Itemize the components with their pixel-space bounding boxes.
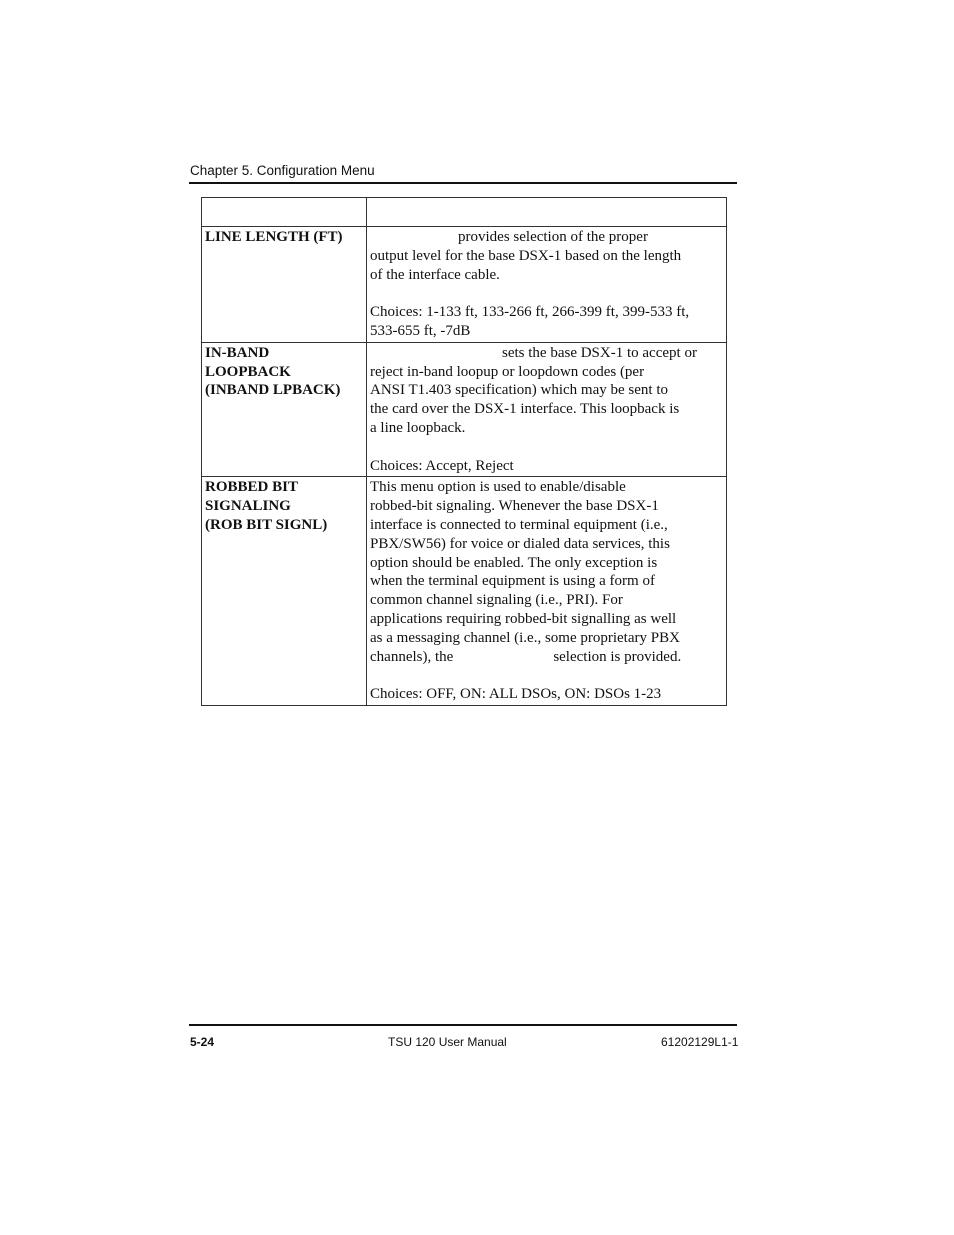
param-name: IN-BAND <box>205 344 270 361</box>
header-cell-description <box>367 198 727 227</box>
choices-text: Choices: OFF, ON: ALL DSOs, ON: DSOs 1-23 <box>370 686 662 703</box>
description-text: This menu option is used to enable/disable <box>370 479 626 496</box>
description-text: option should be enabled. The only exception is <box>370 554 658 571</box>
table-header-row <box>202 198 727 227</box>
description-text: selection is provided. <box>553 648 682 665</box>
description-text: common channel signaling (i.e., PRI). For <box>370 592 623 609</box>
description-text: the card over the DSX-1 interface. This loopback is <box>370 401 680 418</box>
description-text: channels), the <box>370 648 454 665</box>
param-cell <box>202 227 367 343</box>
table-row <box>202 227 727 343</box>
description-text: interface is connected to terminal equipment (i.e., <box>370 516 668 533</box>
description-cell <box>367 227 727 343</box>
param-name: SIGNALING <box>205 498 291 515</box>
choices-text: 533-655 ft, -7dB <box>370 322 471 339</box>
choices-text: Choices: 1-133 ft, 133-266 ft, 266-399 ft, 399-533 ft, <box>370 304 690 321</box>
param-name: ROBBED BIT <box>205 479 298 496</box>
table-row <box>202 342 727 477</box>
description-text: provides selection of the proper <box>458 229 648 245</box>
description-text: output level for the base DSX-1 based on the length <box>370 247 682 264</box>
page-number: 5-24 <box>190 1035 215 1049</box>
manual-title: TSU 120 User Manual <box>388 1035 507 1049</box>
description-cell <box>367 477 727 706</box>
config-table <box>201 197 727 706</box>
chapter-header: Chapter 5. Configuration Menu <box>190 163 375 178</box>
description-text: a line loopback. <box>370 419 466 436</box>
param-name: (ROB BIT SIGNL) <box>205 516 328 533</box>
description-text: applications requiring robbed-bit signalling as well <box>370 610 677 627</box>
table-row <box>202 477 727 706</box>
header-rule <box>189 182 737 184</box>
description-text: ANSI T1.403 specification) which may be sent to <box>370 382 668 399</box>
param-cell <box>202 342 367 477</box>
param-name: LINE LENGTH (FT) <box>205 229 343 245</box>
document-number: 61202129L1-1 <box>661 1035 739 1049</box>
choices-text: Choices: Accept, Reject <box>370 457 514 474</box>
footer-rule <box>189 1024 737 1026</box>
description-text: sets the base DSX-1 to accept or <box>502 344 697 361</box>
description-text: robbed-bit signaling. Whenever the base DSX-1 <box>370 498 659 515</box>
param-cell <box>202 477 367 706</box>
description-text: when the terminal equipment is using a form of <box>370 573 655 590</box>
description-text: reject in-band loopup or loopdown codes (per <box>370 363 645 380</box>
header-cell-parameter <box>202 198 367 227</box>
description-text: PBX/SW56) for voice or dialed data services, this <box>370 535 670 552</box>
param-name: (INBAND LPBACK) <box>205 382 341 399</box>
param-name: LOOPBACK <box>205 363 291 380</box>
description-text: of the interface cable. <box>370 266 500 283</box>
description-text: as a messaging channel (i.e., some proprietary PBX <box>370 629 680 646</box>
description-cell <box>367 342 727 477</box>
